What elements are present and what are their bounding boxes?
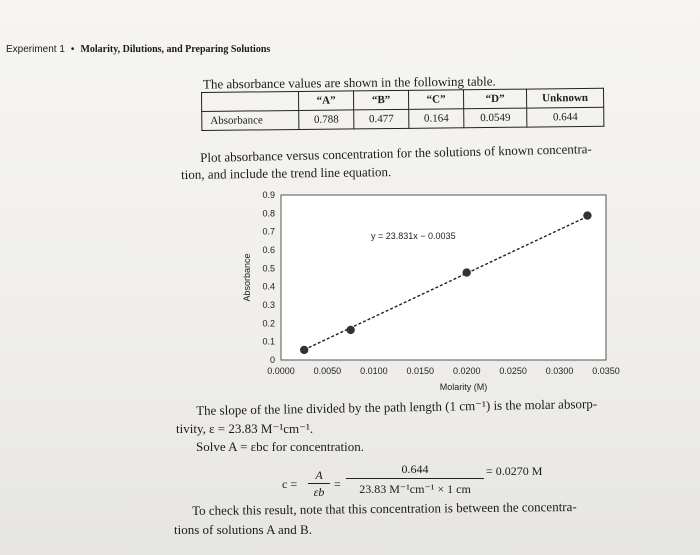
table-header-cell: “C”	[408, 90, 463, 110]
table-row	[202, 107, 604, 130]
y-axis-label: Absorbance	[242, 253, 252, 302]
experiment-label: Experiment 1	[6, 44, 65, 55]
table-header-cell: “B”	[353, 90, 408, 110]
formula-frac2-numerator: 0.644	[401, 462, 429, 476]
y-tick-label: 0.7	[262, 226, 275, 237]
table-row-label: Absorbance	[202, 110, 299, 130]
table-cell: 0.477	[354, 109, 409, 129]
trendline-equation: y = 23.831x − 0.0035	[371, 231, 456, 241]
x-tick-label: 0.0350	[592, 366, 620, 376]
table-header-cell: “D”	[463, 89, 526, 109]
page-header	[6, 44, 270, 55]
instruction-line-1: Plot absorbance versus concentration for the solutions of known concentra-	[200, 141, 592, 165]
x-tick-label: 0.0200	[452, 366, 481, 376]
y-tick-label: 0.9	[262, 190, 275, 200]
formula-c-equals: c =	[282, 477, 298, 491]
y-tick-label: 0.4	[262, 281, 275, 292]
formula-result: = 0.0270 M	[486, 464, 543, 478]
plot-area	[281, 195, 606, 360]
table-corner-cell	[202, 91, 299, 111]
y-tick-label: 0.2	[262, 318, 275, 329]
x-tick-label: 0.0050	[313, 366, 342, 376]
x-tick-label: 0.0150	[406, 366, 435, 376]
check-line-2: tions of solutions A and B.	[174, 522, 312, 537]
instruction-line-2: tion, and include the trend line equation.	[181, 164, 392, 182]
table-header-cell: Unknown	[526, 88, 603, 108]
bullet-separator: •	[70, 44, 75, 55]
y-tick-label: 0.6	[262, 245, 275, 255]
y-tick-label: 0.5	[262, 263, 275, 274]
table-cell: 0.788	[299, 110, 354, 130]
data-point	[300, 346, 308, 354]
data-point	[463, 268, 471, 276]
intro-text: The absorbance values are shown in the following table.	[202, 73, 496, 92]
y-tick-label: 0	[269, 355, 275, 365]
check-line-1: To check this result, note that this concentration is between the concentra-	[192, 498, 577, 518]
solve-line: Solve A = εbc for concentration.	[196, 439, 365, 454]
formula-equals: =	[334, 477, 341, 491]
y-tick-label: 0.3	[262, 300, 275, 310]
fraction-bar-1	[308, 483, 330, 484]
x-tick-label: 0.0300	[545, 366, 574, 376]
y-tick-label: 0.8	[262, 208, 275, 219]
x-tick-label: 0.0100	[360, 366, 388, 376]
x-tick-label: 0.0250	[499, 366, 527, 376]
absorbance-chart	[236, 190, 636, 395]
table-header-cell: “A”	[298, 91, 353, 111]
slope-line-2: tivity, ε = 23.83 M⁻¹cm⁻¹.	[176, 421, 314, 436]
formula-frac1-numerator: A	[315, 468, 323, 482]
table-cell: 0.164	[409, 109, 464, 129]
chapter-title: Molarity, Dilutions, and Preparing Solutions	[80, 44, 271, 55]
slope-line-1: The slope of the line divided by the path length (1 cm⁻¹) is the molar absorp-	[196, 396, 598, 418]
absorbance-table	[201, 88, 604, 131]
table-cell: 0.644	[527, 107, 604, 127]
fraction-bar-2	[346, 478, 484, 479]
formula-frac1-denominator: εb	[313, 485, 325, 499]
x-axis-label: Molarity (M)	[439, 382, 488, 392]
y-tick-label: 0.1	[262, 336, 275, 347]
table-cell: 0.0549	[464, 108, 527, 128]
data-point	[583, 211, 591, 219]
x-tick-label: 0.0000	[267, 366, 295, 376]
formula-frac2-denominator: 23.83 M⁻¹cm⁻¹ × 1 cm	[359, 482, 471, 496]
data-point	[346, 326, 354, 334]
